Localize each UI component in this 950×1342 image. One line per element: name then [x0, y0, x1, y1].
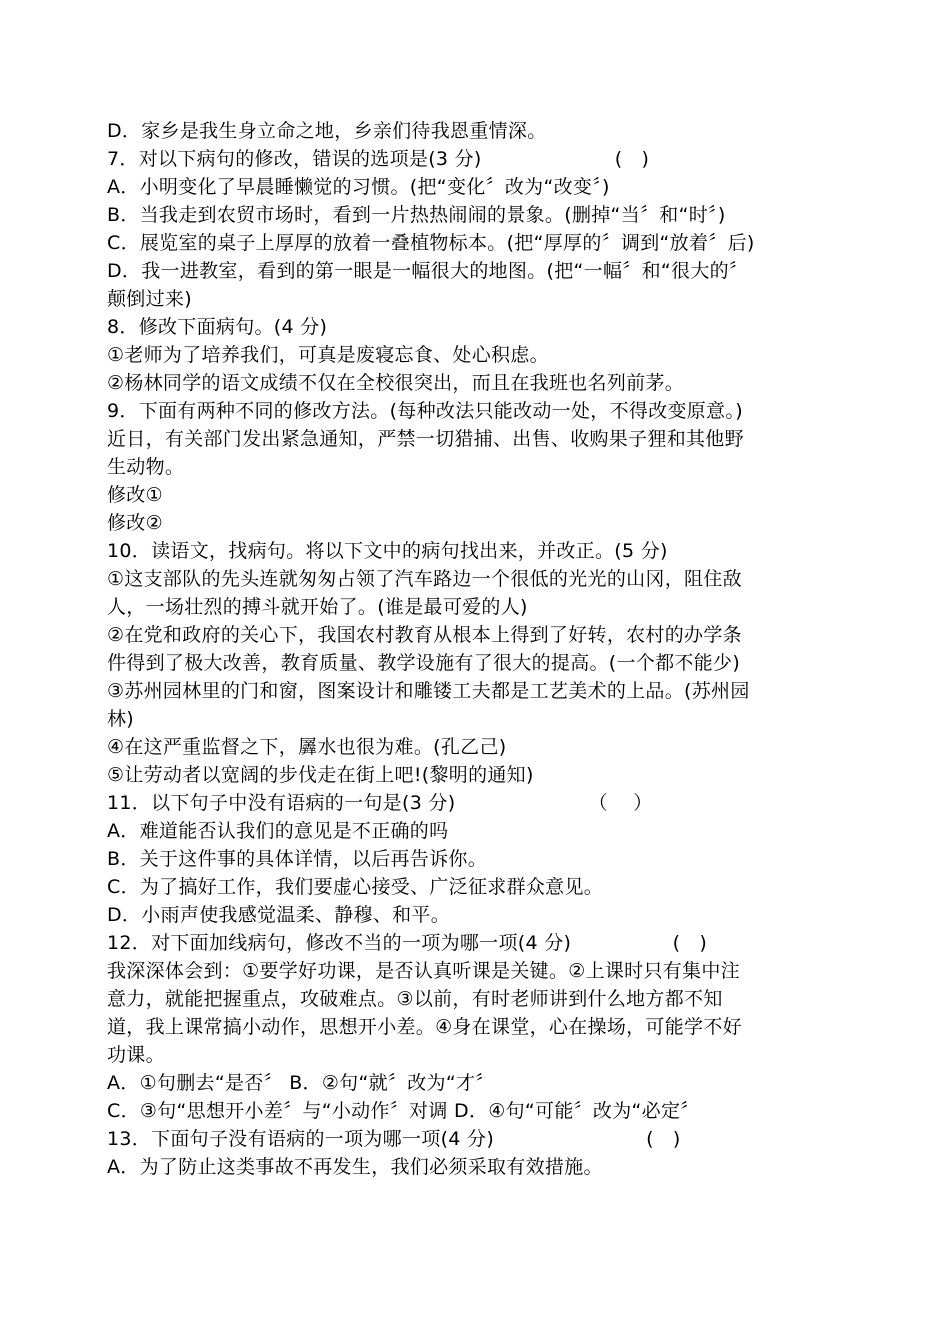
question-9: 9．下面有两种不同的修改方法。(每种改法只能改动一处，不得改变原意。) — [107, 400, 743, 422]
q10-item-1-cont: 人，一场壮烈的搏斗就开始了。(谁是最可爱的人) — [107, 596, 528, 618]
q10-item-4: ④在这严重监督之下，羼水也很为难。(孔乙己) — [107, 736, 507, 758]
option-a-q11: A．难道能否认我们的意见是不正确的吗 — [107, 820, 449, 842]
q9-text-cont: 生动物。 — [107, 456, 185, 478]
q9-text: 近日，有关部门发出紧急通知，严禁一切猎捕、出售、收购果子狸和其他野 — [107, 428, 744, 450]
option-b-q7: B．当我走到农贸市场时，看到一片热热闹闹的景象。(删掉“当〞和“时〞) — [107, 204, 726, 226]
option-c-q11: C．为了搞好工作，我们要虚心接受、广泛征求群众意见。 — [107, 876, 604, 898]
q9-revision-1: 修改① — [107, 484, 163, 506]
options-cd-q12: C．③句“思想开小差〞与“小动作〞对调 D．④句“可能〞改为“必定〞 — [107, 1100, 700, 1122]
option-d-q6: D．家乡是我生身立命之地，乡亲们待我恩重情深。 — [107, 120, 547, 142]
question-8: 8．修改下面病句。(4 分) — [107, 316, 328, 338]
q12-passage-3: 道，我上课常搞小动作，思想开小差。④身在课堂，心在操场，可能学不好 — [107, 1016, 742, 1038]
option-b-q11: B．关于这件事的具体详情，以后再告诉你。 — [107, 848, 488, 870]
q12-passage-4: 功课。 — [107, 1044, 165, 1066]
q10-item-3-cont: 林) — [107, 708, 135, 730]
options-ab-q12: A．①句删去“是否〞 B．②句“就〞改为“才〞 — [107, 1072, 495, 1094]
question-12: 12．对下面加线病句，修改不当的一项为哪一项(4 分) ( ) — [107, 932, 708, 954]
option-d-q7-cont: 颠倒过来) — [107, 288, 192, 310]
option-d-q7: D．我一进教室，看到的第一眼是一幅很大的地图。(把“一幅〞和“很大的〞 — [107, 260, 749, 282]
q8-item-1: ①老师为了培养我们，可真是废寝忘食、处心积虑。 — [107, 344, 549, 366]
q9-revision-2: 修改② — [107, 512, 163, 534]
question-10: 10．读语文，找病句。将以下文中的病句找出来，并改正。(5 分) — [107, 540, 668, 562]
option-c-q7: C．展览室的桌子上厚厚的放着一叠植物标本。(把“厚厚的〞调到“放着〞后) — [107, 232, 755, 254]
q10-item-2: ②在党和政府的关心下，我国农村教育从根本上得到了好转，农村的办学条 — [107, 624, 742, 646]
q10-item-3: ③苏州园林里的门和窗，图案设计和雕镂工夫都是工艺美术的上品。(苏州园 — [107, 680, 750, 702]
question-11: 11．以下句子中没有语病的一句是(3 分) （ ） — [107, 792, 653, 814]
option-a-q13: A．为了防止这类事故不再发生，我们必须采取有效措施。 — [107, 1156, 603, 1178]
q12-passage-2: 意力，就能把握重点，攻破难点。③以前，有时老师讲到什么地方都不知 — [107, 988, 723, 1010]
q12-passage-1: 我深深体会到：①要学好功课，是否认真听课是关键。②上课时只有集中注 — [107, 960, 740, 982]
option-a-q7: A．小明变化了早晨睡懒觉的习惯。(把“变化〞改为“改变〞) — [107, 176, 610, 198]
q8-item-2: ②杨林同学的语文成绩不仅在全校很突出，而且在我班也名列前茅。 — [107, 372, 685, 394]
option-d-q11: D．小雨声使我感觉温柔、静穆、和平。 — [107, 904, 451, 926]
q10-item-5: ⑤让劳动者以宽阔的步伐走在街上吧!(黎明的通知) — [107, 764, 534, 786]
q10-item-1: ①这支部队的先头连就匆匆占领了汽车路边一个很低的光光的山冈，阻住敌 — [107, 568, 742, 590]
q10-item-2-cont: 件得到了极大改善，教育质量、教学设施有了很大的提高。(一个都不能少) — [107, 652, 741, 674]
question-13: 13．下面句子没有语病的一项为哪一项(4 分) ( ) — [107, 1128, 681, 1150]
question-7: 7．对以下病句的修改，错误的选项是(3 分) ( ) — [107, 148, 650, 170]
